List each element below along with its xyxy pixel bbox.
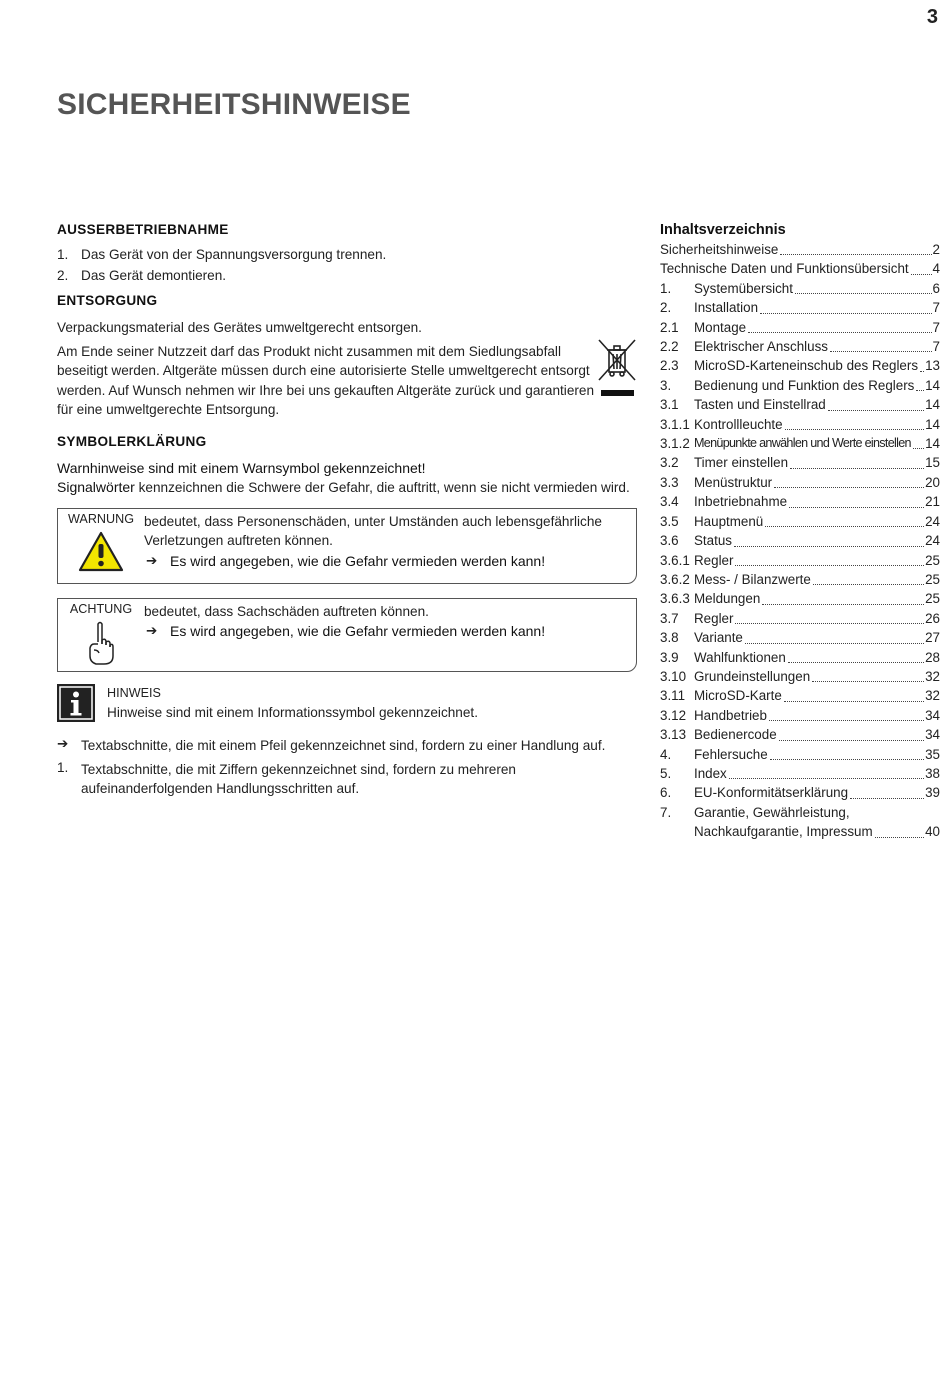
toc-entry-label: MicroSD-Karteneinschub des Reglers xyxy=(694,358,919,374)
toc-dot-leader xyxy=(830,337,932,352)
toc-entry[interactable] xyxy=(660,434,940,453)
toc-entry-label: Variante xyxy=(694,630,743,646)
toc-entry[interactable] xyxy=(660,551,940,570)
toc-entry[interactable] xyxy=(660,395,940,414)
toc-entry-number: 3.3 xyxy=(660,474,679,490)
entsorgung-paragraph-2: Am Ende seiner Nutzzeit darf das Produkt nicht zusammen mit dem Siedlungsabfall beseitigt werden. Altgeräte müssen durch eine autorisierte Stelle umweltgerecht entsorgt werden. Auf Wunsch nehmen wir Ihre bei uns gekauften Altgeräte zurück und garantieren für eine umweltgerechte Entsorgung. xyxy=(57,343,595,417)
toc-entry[interactable] xyxy=(660,356,940,375)
toc-entry-page: 26 xyxy=(925,610,940,626)
toc-entry-label: Elektrischer Anschluss xyxy=(694,339,828,355)
note-content xyxy=(107,684,478,723)
toc-entry-page: 7 xyxy=(932,319,940,335)
toc-dot-leader xyxy=(875,823,924,838)
toc-entry-number: 3. xyxy=(660,377,672,393)
toc-entry[interactable] xyxy=(660,531,940,550)
toc-entry-page: 13 xyxy=(925,358,940,374)
toc-entry-number: 7. xyxy=(660,804,672,820)
toc-entry-label: Sicherheitshinweise xyxy=(660,242,779,257)
number-marker: 1. xyxy=(57,759,69,775)
toc-dot-leader xyxy=(795,279,932,294)
ausserbetriebnahme-steps xyxy=(57,247,637,283)
page-number: 3 xyxy=(926,6,938,28)
toc-entry-page: 14 xyxy=(925,436,940,452)
toc-entry-label: Meldungen xyxy=(694,591,761,607)
toc-entry-number: 1. xyxy=(660,280,672,296)
toc-entry-number: 4. xyxy=(660,746,672,762)
toc-entry-page: 14 xyxy=(925,397,940,413)
caution-action xyxy=(144,623,626,639)
toc-entry[interactable] xyxy=(660,783,940,802)
number-convention xyxy=(57,760,637,799)
toc-entry-label: Garantie, Gewährleistung, xyxy=(694,804,850,820)
toc-entry[interactable] xyxy=(660,648,940,667)
toc-entry-page: 21 xyxy=(925,494,940,510)
arrow-icon: ➔ xyxy=(146,552,158,568)
toc-dot-leader xyxy=(913,434,924,449)
toc-dot-leader xyxy=(813,570,924,585)
toc-dot-leader xyxy=(748,318,931,333)
step-text: Das Gerät von der Spannungsversorgung trennen. xyxy=(81,247,387,262)
warning-action xyxy=(144,553,626,569)
toc-entry[interactable] xyxy=(660,240,940,259)
toc-entry-page: 6 xyxy=(932,280,940,296)
caution-label: ACHTUNG xyxy=(69,601,133,616)
toc-entry[interactable] xyxy=(660,745,940,764)
toc-entry-label: Bedienercode xyxy=(694,727,777,743)
toc-entry-page: 28 xyxy=(925,649,940,665)
arrow-convention xyxy=(57,736,637,756)
toc-dot-leader xyxy=(735,609,924,624)
toc-dot-leader xyxy=(784,687,924,702)
toc-entry-page: 24 xyxy=(925,533,940,549)
toc-entry-number: 6. xyxy=(660,785,672,801)
note-block xyxy=(57,684,637,723)
page-title: SICHERHEITSHINWEISE xyxy=(57,88,411,121)
toc-entry[interactable] xyxy=(660,473,940,492)
toc-entry-number: 3.10 xyxy=(660,668,687,684)
toc-entry-label: Status xyxy=(694,533,732,549)
toc-entry[interactable] xyxy=(660,259,940,278)
toc-dot-leader xyxy=(911,260,932,275)
toc-entry-page: 25 xyxy=(925,591,940,607)
toc-entry[interactable] xyxy=(660,376,940,395)
toc-entry-page: 25 xyxy=(925,552,940,568)
entsorgung-paragraph-1: Verpackungsmaterial des Gerätes umweltgerecht entsorgen. xyxy=(57,320,422,335)
warning-text: bedeutet, dass Personenschäden, unter Umständen auch lebensgefährliche Verletzungen auftreten können. xyxy=(144,513,602,548)
toc-entry-label: Menüpunkte anwählen und Werte einstellen xyxy=(694,436,911,451)
toc-entry[interactable] xyxy=(660,686,940,705)
toc-entry-number: 3.6.3 xyxy=(660,591,690,607)
toc-dot-leader xyxy=(734,532,924,547)
warning-label: WARNUNG xyxy=(68,511,134,526)
toc-entries xyxy=(660,240,940,803)
toc-entry-label: Handbetrieb xyxy=(694,707,767,723)
toc-dot-leader xyxy=(735,551,924,566)
toc-entry-label: Fehlersuche xyxy=(694,746,768,762)
raised-finger-hand-icon xyxy=(86,620,116,666)
arrow-icon: ➔ xyxy=(146,623,158,638)
toc-title: Inhaltsverzeichnis xyxy=(660,222,786,238)
toc-entry-number: 3.11 xyxy=(660,688,686,704)
toc-entry-number: 3.8 xyxy=(660,630,679,646)
toc-entry-number: 3.1.2 xyxy=(660,436,690,452)
table-of-contents xyxy=(660,222,940,842)
toc-entry-label: Installation xyxy=(694,300,759,316)
toc-entry[interactable] xyxy=(660,803,940,842)
list-item xyxy=(57,247,637,262)
toc-entry-page: 40 xyxy=(925,824,940,840)
toc-entry-number: 2. xyxy=(660,300,672,316)
toc-entry-page: 25 xyxy=(925,571,940,587)
number-convention-text: Textabschnitte, die mit Ziffern gekennzeichnet sind, fordern zu mehreren aufeinanderfolgenden Handlungsschritten auf. xyxy=(81,761,516,796)
signal-words-term: Signalwörter xyxy=(57,479,135,495)
toc-entry[interactable] xyxy=(660,706,940,725)
toc-dot-leader xyxy=(779,726,924,741)
step-number: 1. xyxy=(57,247,69,262)
toc-entry[interactable] xyxy=(660,318,940,337)
toc-entry-page: 7 xyxy=(932,339,940,355)
toc-entry-number: 3.6 xyxy=(660,533,679,549)
toc-entry-number: 3.5 xyxy=(660,513,679,529)
note-label: HINWEIS xyxy=(107,685,161,700)
toc-entry[interactable] xyxy=(660,725,940,744)
toc-dot-leader xyxy=(812,667,924,682)
toc-entry[interactable] xyxy=(660,453,940,472)
toc-entry-page: 14 xyxy=(925,416,940,432)
toc-entry-number: 3.13 xyxy=(660,727,687,743)
toc-entry-label: Mess- / Bilanzwerte xyxy=(694,571,811,587)
toc-dot-leader xyxy=(916,376,924,391)
warning-box-content xyxy=(144,512,626,575)
toc-entry-label: Timer einstellen xyxy=(694,455,789,471)
list-item xyxy=(57,268,637,283)
toc-entry[interactable] xyxy=(660,589,940,608)
toc-dot-leader xyxy=(745,629,924,644)
toc-entry-label: Wahlfunktionen xyxy=(694,649,786,665)
toc-entry-page: 4 xyxy=(932,261,940,277)
toc-entry[interactable] xyxy=(660,492,940,511)
toc-dot-leader xyxy=(729,764,924,779)
arrow-convention-text: Textabschnitte, die mit einem Pfeil gekennzeichnet sind, fordern zu einer Handlung auf. xyxy=(81,738,606,753)
toc-dot-leader xyxy=(760,299,932,314)
toc-entry-number: 3.12 xyxy=(660,707,687,723)
toc-dot-leader xyxy=(770,745,924,760)
entsorgung-block xyxy=(57,342,637,420)
toc-entry-label: Index xyxy=(694,765,727,781)
toc-dot-leader xyxy=(780,240,931,255)
caution-box-label-column xyxy=(58,602,144,663)
toc-entry-label: Kontrollleuchte xyxy=(694,416,783,432)
toc-entry-page: 24 xyxy=(925,513,940,529)
toc-entry[interactable] xyxy=(660,512,940,531)
toc-dot-leader xyxy=(790,454,924,469)
toc-dot-leader xyxy=(828,396,924,411)
safety-content xyxy=(57,222,637,803)
toc-entry-label-group xyxy=(694,803,940,842)
toc-entry-page: 15 xyxy=(925,455,940,471)
caution-box xyxy=(57,598,637,672)
warning-triangle-icon xyxy=(78,530,124,572)
toc-entry-label: Bedienung und Funktion des Reglers xyxy=(694,377,915,393)
toc-entry-number: 5. xyxy=(660,765,672,781)
symbol-intro-2 xyxy=(57,478,637,498)
toc-entry-label: MicroSD-Karte xyxy=(694,688,782,704)
toc-entry-number: 3.2 xyxy=(660,455,679,471)
step-text: Das Gerät demontieren. xyxy=(81,268,227,283)
toc-entry-label: Montage xyxy=(694,319,747,335)
warning-box-label-column xyxy=(58,512,144,575)
toc-entry-label-line-2 xyxy=(694,822,940,841)
toc-entry-page: 7 xyxy=(932,300,940,316)
toc-entry-label: Regler xyxy=(694,552,734,568)
toc-entry-page: 35 xyxy=(925,746,940,762)
toc-dot-leader xyxy=(920,357,924,372)
toc-entry[interactable] xyxy=(660,298,940,317)
toc-entry[interactable] xyxy=(660,570,940,589)
caution-box-content xyxy=(144,602,626,663)
signal-words-description: kennzeichnen die Schwere der Gefahr, die auftritt, wenn sie nicht vermieden wird. xyxy=(134,480,630,495)
toc-entry-label: Menüstruktur xyxy=(694,474,773,490)
toc-entry[interactable] xyxy=(660,667,940,686)
symbol-intro-1: Warnhinweise sind mit einem Warnsymbol gekennzeichnet! xyxy=(57,459,426,476)
toc-dot-leader xyxy=(789,493,924,508)
toc-entry-page: 14 xyxy=(925,377,940,393)
warning-box xyxy=(57,508,637,584)
toc-entry-label: Systemübersicht xyxy=(694,280,793,296)
toc-entry[interactable] xyxy=(660,628,940,647)
toc-entry[interactable] xyxy=(660,609,940,628)
toc-entry-number: 2.2 xyxy=(660,339,679,355)
heading-entsorgung: ENTSORGUNG xyxy=(57,293,158,308)
toc-entry[interactable] xyxy=(660,279,940,298)
toc-entry-number: 3.4 xyxy=(660,494,679,510)
toc-entry-number: 3.1 xyxy=(660,397,679,413)
toc-entry-page: 32 xyxy=(925,668,940,684)
instruction-conventions xyxy=(57,736,637,799)
toc-entry[interactable] xyxy=(660,337,940,356)
toc-entry[interactable] xyxy=(660,415,940,434)
toc-entry-label: Inbetriebnahme xyxy=(694,494,788,510)
toc-entry-number: 3.7 xyxy=(660,610,679,626)
toc-entry-number: 3.6.1 xyxy=(660,552,690,568)
toc-entry-label: Nachkaufgarantie, Impressum xyxy=(694,824,873,840)
toc-entry-page: 27 xyxy=(925,630,940,646)
info-icon xyxy=(57,684,95,722)
toc-entry-page: 20 xyxy=(925,474,940,490)
toc-entry[interactable] xyxy=(660,764,940,783)
toc-entry-label: EU-Konformitätserklärung xyxy=(694,785,849,801)
toc-entry-page: 38 xyxy=(925,765,940,781)
crossed-out-bin-icon xyxy=(597,338,637,398)
toc-dot-leader xyxy=(788,648,924,663)
heading-symbolerklaerung: SYMBOLERKLÄRUNG xyxy=(57,433,207,449)
heading-ausserbetriebnahme: AUSSERBETRIEBNAHME xyxy=(57,222,229,237)
toc-entry-label: Tasten und Einstellrad xyxy=(694,397,826,413)
toc-entry-number: 3.1.1 xyxy=(660,416,690,432)
note-text: Hinweise sind mit einem Informationssymbol gekennzeichnet. xyxy=(107,704,478,720)
toc-entry-page: 34 xyxy=(925,727,940,743)
toc-dot-leader xyxy=(769,706,924,721)
toc-entry-number: 2.1 xyxy=(660,319,679,335)
toc-entry-number: 2.3 xyxy=(660,358,679,374)
toc-dot-leader xyxy=(765,512,924,527)
toc-entry-label: Technische Daten und Funktionsübersicht xyxy=(660,261,909,277)
toc-entry-page: 32 xyxy=(925,688,940,704)
toc-entry-number: 3.9 xyxy=(660,649,679,665)
toc-entry-page: 39 xyxy=(925,785,940,801)
toc-entry-label: Grundeinstellungen xyxy=(694,668,811,684)
toc-entry-page: 2 xyxy=(932,242,940,257)
step-number: 2. xyxy=(57,268,69,283)
toc-entry-label: Regler xyxy=(694,610,734,626)
toc-entry-number: 3.6.2 xyxy=(660,571,690,587)
warning-action-text: Es wird angegeben, wie die Gefahr vermieden werden kann! xyxy=(170,552,546,569)
toc-entry-label: Hauptmenü xyxy=(694,513,764,529)
toc-entry-page: 34 xyxy=(925,707,940,723)
toc-dot-leader xyxy=(774,473,924,488)
toc-dot-leader xyxy=(850,784,924,799)
caution-action-text: Es wird angegeben, wie die Gefahr vermieden werden kann! xyxy=(170,623,546,639)
caution-text: bedeutet, dass Sachschäden auftreten können. xyxy=(144,603,429,619)
toc-dot-leader xyxy=(762,590,924,605)
arrow-icon: ➔ xyxy=(57,736,69,751)
toc-dot-leader xyxy=(785,415,925,430)
